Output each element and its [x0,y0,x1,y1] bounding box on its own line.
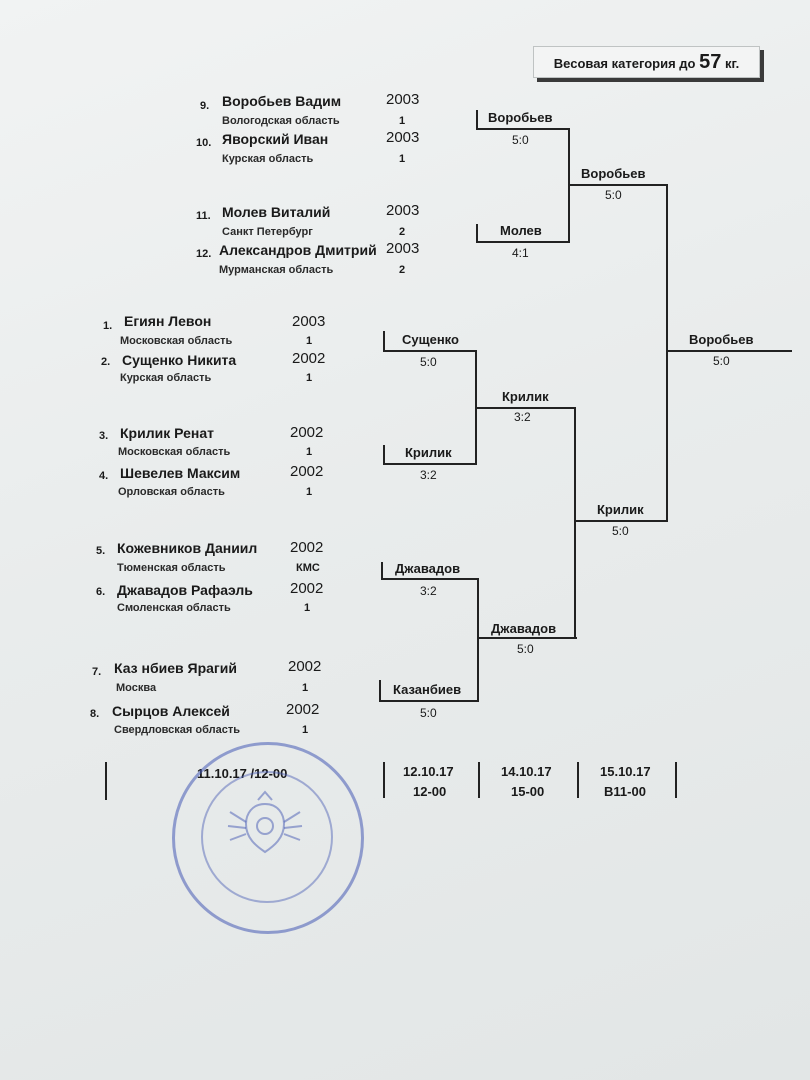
date-round-1: 11.10.17 /12-00 [197,766,288,781]
participant-year: 2002 [288,658,322,675]
participant-region: Вологодская область [222,115,340,127]
match-winner: Сущенко [402,332,459,347]
match-winner: Джавадов [491,621,557,636]
participant-name: Яворский Иван [222,131,329,147]
match-score: 3:2 [514,410,531,424]
participant-rank: 1 [306,335,313,347]
bracket-line [477,637,577,639]
bracket-line [476,110,478,130]
match-winner: Воробьев [581,166,646,181]
bracket-line [379,700,478,702]
bracket-line [383,445,385,465]
participant-region: Московская область [120,335,233,347]
participant-rank: 1 [306,372,313,384]
weight-category-value: 57 [699,51,722,73]
participant-name: Воробьев Вадим [222,93,342,109]
participant-number: 5. [96,545,106,557]
weight-category-unit: кг. [724,56,740,71]
participant-name: Сырцов Алексей [112,703,230,719]
participant-number: 3. [99,430,109,442]
participant-rank: 1 [399,153,406,165]
participant-region: Мурманская область [219,264,334,276]
bracket-line [475,407,575,409]
match-winner: Казанбиев [393,682,462,697]
participant-region: Орловская область [118,486,225,498]
bracket-line [666,350,792,352]
bracket-line [666,184,668,522]
date-separator [478,762,480,798]
final-winner: Воробьев [689,332,754,347]
date-round-3: 14.10.17 [501,764,552,779]
participant-year: 2003 [386,202,420,219]
bracket-line [379,680,381,702]
match-winner: Джавадов [395,561,461,576]
participant-year: 2002 [290,424,324,441]
participant-number: 6. [96,586,106,598]
match-score: 5:0 [512,133,529,147]
participant-region: Санкт Петербург [222,226,313,238]
participant-number: 10. [196,137,212,149]
bracket-line [476,224,478,242]
bracket-line [381,578,478,580]
participant-region: Свердловская область [114,724,240,736]
bracket-line [476,241,569,243]
match-score: 5:0 [612,524,629,538]
participant-rank: 1 [304,602,311,614]
bracket-line [574,520,668,522]
participant-name: Сущенко Никита [122,352,237,368]
participant-number: 4. [99,470,109,482]
participant-region: Смоленская область [117,602,231,614]
participant-number: 8. [90,708,100,720]
participant-rank: 2 [399,264,406,276]
bracket-line [574,407,576,639]
match-score: 5:0 [420,355,437,369]
participant-number: 7. [92,666,102,678]
match-winner: Крилик [405,445,452,460]
bracket-line [383,350,476,352]
official-stamp [172,742,364,934]
final-score: 5:0 [713,354,730,368]
weight-category-header [533,46,760,78]
date-separator [675,762,677,798]
participant-year: 2002 [290,580,324,597]
match-score: 3:2 [420,468,437,482]
time-round-3: 15-00 [511,784,545,799]
participant-number: 9. [200,100,210,112]
participant-rank: 2 [399,226,406,238]
participant-year: 2002 [290,539,324,556]
participant-year: 2003 [292,313,326,330]
participant-rank: 1 [302,682,309,694]
participant-rank: 1 [302,724,309,736]
participant-region: Тюменская область [117,562,226,574]
bracket-line [477,578,479,702]
participant-region: Москва [116,682,157,694]
date-separator [383,762,385,798]
match-winner: Воробьев [488,110,553,125]
participant-name: Джавадов Рафаэль [117,582,253,598]
match-score: 4:1 [512,246,529,260]
bracket-line [383,463,476,465]
match-winner: Крилик [502,389,549,404]
time-round-2: 12-00 [413,784,447,799]
participant-rank: 1 [306,446,313,458]
coat-of-arms-icon [172,742,358,928]
bracket-line [383,331,385,351]
participant-name: Крилик Ренат [120,425,214,441]
participant-year: 2002 [286,701,320,718]
date-separator [105,762,107,800]
participant-name: Егиян Левон [124,313,212,329]
participant-name: Молев Виталий [222,204,331,220]
match-score: 3:2 [420,584,437,598]
bracket-line [568,184,666,186]
participant-rank: 1 [399,115,406,127]
participant-name: Кожевников Даниил [117,540,258,556]
participant-year: 2002 [290,463,324,480]
match-score: 5:0 [420,706,437,720]
participant-year: 2003 [386,129,420,146]
participant-year: 2002 [292,350,326,367]
participant-region: Московская область [118,446,231,458]
participant-name: Шевелев Максим [120,465,241,481]
participant-year: 2003 [386,91,420,108]
bracket-line [476,128,569,130]
participant-year: 2003 [386,240,420,257]
participant-number: 1. [103,320,113,332]
participant-rank: КМС [296,562,320,574]
time-round-4: В11-00 [604,784,646,799]
participant-region: Курская область [222,153,314,165]
date-round-2: 12.10.17 [403,764,454,779]
match-winner: Молев [500,223,542,238]
participant-region: Курская область [120,372,212,384]
match-score: 5:0 [517,642,534,656]
participant-name: Александров Дмитрий [219,242,377,258]
date-round-4: 15.10.17 [600,764,651,779]
participant-number: 2. [101,356,111,368]
match-winner: Крилик [597,502,644,517]
match-score: 5:0 [605,188,622,202]
date-separator [577,762,579,798]
weight-category-prefix: Весовая категория до [553,56,696,71]
participant-rank: 1 [306,486,313,498]
participant-number: 12. [196,248,212,260]
participant-number: 11. [196,210,211,222]
participant-name: Каз нбиев Ярагий [114,660,237,676]
